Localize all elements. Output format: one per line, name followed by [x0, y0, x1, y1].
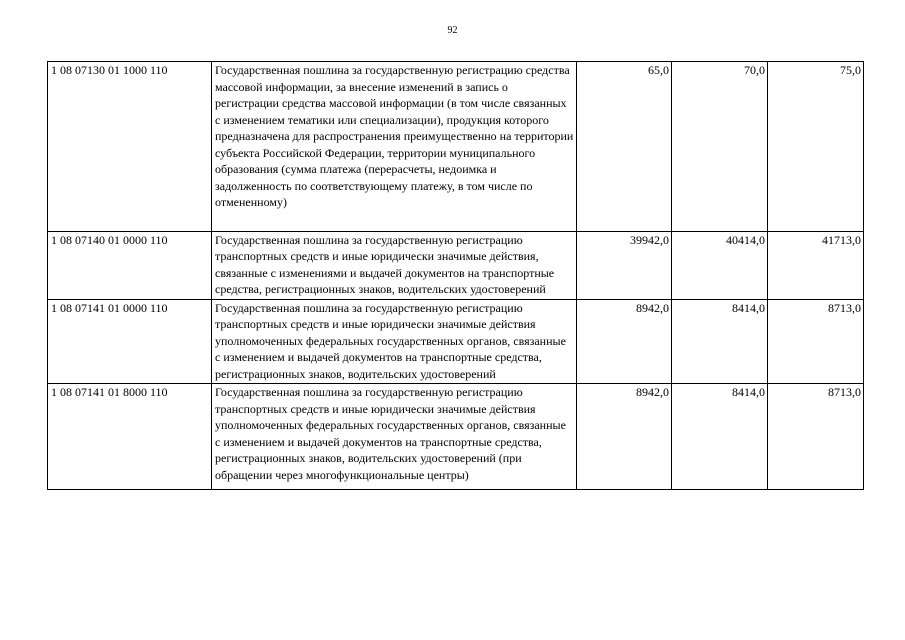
amount-year-1-cell: 65,0	[577, 62, 672, 232]
amount-year-3-cell: 75,0	[768, 62, 864, 232]
revenue-code-cell: 1 08 07130 01 1000 110	[48, 62, 212, 232]
amount-year-2-cell: 8414,0	[672, 384, 768, 490]
amount-year-2-cell: 40414,0	[672, 231, 768, 299]
page-number: 92	[447, 25, 458, 36]
revenue-description-cell: Государственная пошлина за государственную регистрацию транспортных средств и иные юридически значимые действия уполномоченных федеральных государственных органов, связанные с изменением и выдачей документов на транспортные средства, регистрационных знаков, водительских удостоверений	[212, 299, 577, 384]
revenue-code-cell: 1 08 07141 01 8000 110	[48, 384, 212, 490]
table-row	[48, 231, 864, 299]
budget-revenue-table	[47, 61, 864, 490]
amount-year-2-cell: 8414,0	[672, 299, 768, 384]
revenue-code-cell: 1 08 07140 01 0000 110	[48, 231, 212, 299]
revenue-code-cell: 1 08 07141 01 0000 110	[48, 299, 212, 384]
amount-year-2-cell: 70,0	[672, 62, 768, 232]
revenue-description-cell: Государственная пошлина за государственную регистрацию транспортных средств и иные юридически значимые действия уполномоченных федеральных государственных органов, связанные с изменением и выдачей документов на транспортные средства, регистрационных знаков, водительских удостоверений (при обращении через многофункциональные центры)	[212, 384, 577, 490]
revenue-description-cell: Государственная пошлина за государственную регистрацию транспортных средств и иные юридически значимые действия, связанные с изменениями и выдачей документов на транспортные средства, регистрационных знаков, водительских удостоверений	[212, 231, 577, 299]
table-row	[48, 384, 864, 490]
amount-year-1-cell: 8942,0	[577, 299, 672, 384]
amount-year-3-cell: 8713,0	[768, 384, 864, 490]
table-row	[48, 299, 864, 384]
amount-year-3-cell: 8713,0	[768, 299, 864, 384]
revenue-description-cell: Государственная пошлина за государственную регистрацию средства массовой информации, за внесение изменений в запись о регистрации средства массовой информации (в том числе связанных с изменением тематики или специализации), продукция которого предназначена для распространения преимущественно на территории субъекта Российской Федерации, территории муниципального образования (сумма платежа (перерасчеты, недоимка и задолженность по соответствующему платежу, в том числе по отмененному)	[212, 62, 577, 232]
amount-year-3-cell: 41713,0	[768, 231, 864, 299]
table-row	[48, 62, 864, 232]
amount-year-1-cell: 39942,0	[577, 231, 672, 299]
amount-year-1-cell: 8942,0	[577, 384, 672, 490]
